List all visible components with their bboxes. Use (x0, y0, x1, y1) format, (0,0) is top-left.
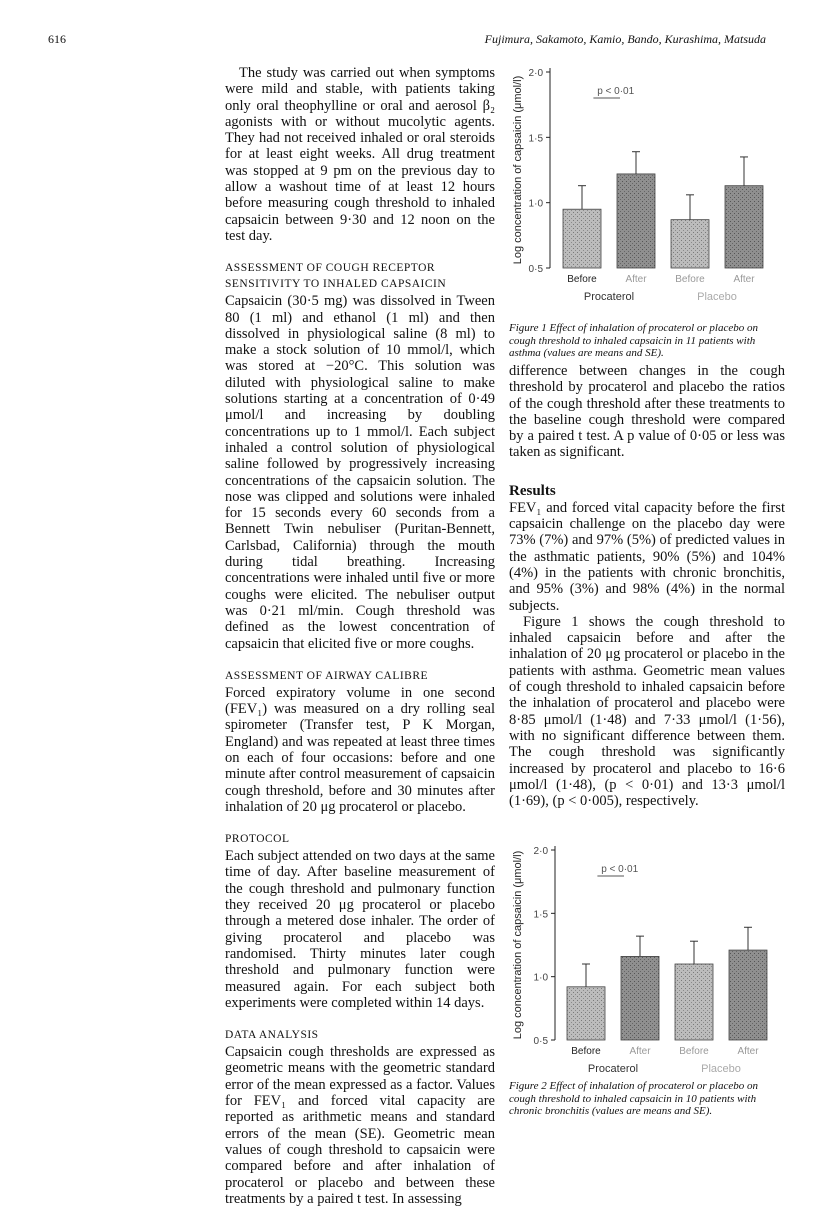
x-tick-label: After (629, 1046, 651, 1057)
results-paragraph-1: FEV₁ and forced vital capacity before the first capsaicin challenge on the placebo day were 73% (7%) and 97% (5%) of predicted values in the asthmatic patients, 90% (5%) and 104% (4%) in the patients with chronic bronchitis, and 95% (3%) and 98% (4%) in the normal subjects. (509, 499, 785, 614)
bar (621, 956, 659, 1040)
x-tick-label: Before (679, 1046, 709, 1057)
analysis-heading: DATA ANALYSIS (225, 1029, 319, 1042)
y-axis-label: Log concentration of capsaicin (μmol/l) (512, 75, 524, 265)
running-head: Fujimura, Sakamoto, Kamio, Bando, Kurashima, Matsuda (484, 32, 766, 46)
bar (567, 987, 605, 1040)
y-tick-label: 2·0 (528, 68, 543, 79)
y-tick-label: 1·5 (533, 909, 548, 921)
y-tick-label: 0·5 (533, 1036, 548, 1047)
results-paragraph-2: Figure 1 shows the cough threshold to inhaled capsaicin before and after the inhalation of 20 μg procaterol or placebo in the patients with asthma. Geometric mean values of cough threshold to inhaled capsaicin before the inhalation of procaterol and placebo were 8·85 μmol/l (1·48) and 7·33 μmol/l (1·56), with no significant difference between them. The cough threshold was significantly increased by procaterol and placebo to 16·6 μmol/l (1·48), (p < 0·01) and 13·3 μmol/l (1·69), (p < 0·005), respectively. (509, 613, 785, 810)
figure-2-caption-text: Effect of inhalation of procaterol or placebo on cough threshold to inhaled capsaicin in 10 patients with chronic bronchitis (values are means and SE). (509, 1080, 758, 1117)
p-value-annotation: p < 0·01 (601, 864, 639, 875)
bar (675, 964, 713, 1040)
x-tick-label: Before (571, 1046, 601, 1057)
group-label: Procaterol (587, 1063, 639, 1075)
intro-paragraph: The study was carried out when symptoms were mild and stable, with patients taking only oral theophylline or oral and aerosol β₂ agonists with or without mucolytic agents. They had not received inhaled or oral steroids for at least eight weeks. All drug treatment was stopped at 9 pm on the previous day to allow a washout time of at least 12 hours before measuring cough threshold to inhaled capsaicin between 9·30 and 12 noon on the test day. (225, 65, 495, 244)
figure-2-label: Figure 2 (509, 1080, 547, 1092)
left-column (225, 65, 495, 1207)
figure-1-caption-text: Effect of inhalation of procaterol or placebo on cough threshold to inhaled capsaicin in 11 patients with asthma (values are means and SE). (509, 322, 758, 359)
bar (725, 186, 763, 268)
y-tick-label: 1·5 (528, 133, 543, 145)
airway-paragraph: Forced expiratory volume in one second (FEV₁) was measured on a dry rolling seal spirometer (Transfer test, P K Morgan, England) and was repeated at least three times on each of four occasions: before and one minute after control measurement of capsaicin cough threshold, before and 30 minutes after inhalation of 20 μg procaterol or placebo. (225, 684, 495, 815)
group-label: Placebo (697, 291, 737, 303)
group-label: Placebo (701, 1063, 741, 1075)
cough-paragraph: Capsaicin (30·5 mg) was dissolved in Tween 80 (1 ml) and ethanol (1 ml) and then dissolved in physiological saline (8 ml) to make a stock solution of 10 mmol/l, which was stored at −20°C. This solution was diluted with physiological saline to make solutions starting at a concentration of 0·49 μmol/l and increasing by doubling concentrations up to 1 mmol/l. Each subject inhaled a control solution of physiological saline followed by progressively increasing concentrations of the capsaicin solution. The nose was clipped and solutions were inhaled for 15 seconds every 60 seconds from a Bennett Twin nebuliser (Puritan-Bennett, Carlsbad, California) through the mouth during tidal breathing. Increasing concentrations were inhaled until five or more coughs were elicited. The nebuliser output was 0·21 ml/min. Cough threshold was defined as the lowest concentration of capsaicin that elicited five or more coughs. (225, 293, 495, 652)
y-tick-label: 0·5 (528, 264, 543, 275)
y-axis-label: Log concentration of capsaicin (μmol/l) (512, 850, 524, 1040)
analysis-paragraph: Capsaicin cough thresholds are expressed as geometric means with the geometric standard error of the mean expressed as a factor. Values for FEV₁ and forced vital capacity are reported as arithmetic means and standard errors of the mean (SE). Geometric mean values of cough threshold to capsaicin were compared before and after inhalation of procaterol or placebo and between these treatments by a paired t test. In assessing (225, 1044, 495, 1207)
x-tick-label: After (625, 274, 647, 285)
figure-1-caption (509, 322, 779, 360)
continuation-paragraph: difference between changes in the cough threshold by procaterol and placebo the ratios of the cough threshold after these treatments to the baseline cough threshold were compared by a paired t test. A p value of 0·05 or less was taken as significant. (509, 363, 785, 461)
right-column (509, 363, 785, 809)
cough-heading-line-2: SENSITIVITY TO INHALED CAPSAICIN (225, 278, 447, 291)
x-tick-label: Before (675, 274, 705, 285)
y-tick-label: 1·0 (528, 198, 543, 210)
bar (671, 220, 709, 268)
airway-heading: ASSESSMENT OF AIRWAY CALIBRE (225, 669, 429, 682)
group-label: Procaterol (583, 291, 635, 303)
bar (729, 950, 767, 1040)
bar (617, 174, 655, 268)
figure-2-chart (505, 840, 795, 1080)
results-heading: Results (509, 482, 556, 499)
figure-1-chart (505, 60, 795, 315)
protocol-heading: PROTOCOL (225, 833, 290, 846)
figure-1-label: Figure 1 (509, 322, 547, 334)
protocol-paragraph: Each subject attended on two days at the same time of day. After baseline measurement of the cough threshold and pulmonary function they received 20 μg procaterol or placebo through a metered dose inhaler. The order of giving procaterol and placebo was randomised. Thirty minutes later cough threshold and pulmonary function were measured again. For each subject both experiments were completed within 14 days. (225, 848, 495, 1011)
y-tick-label: 1·0 (533, 972, 548, 984)
x-tick-label: Before (567, 274, 597, 285)
x-tick-label: After (737, 1046, 759, 1057)
p-value-annotation: p < 0·01 (597, 86, 635, 97)
bar (563, 209, 601, 268)
x-tick-label: After (733, 274, 755, 285)
page-number: 616 (48, 32, 66, 46)
y-tick-label: 2·0 (533, 846, 548, 857)
cough-heading-line-1: ASSESSMENT OF COUGH RECEPTOR (225, 262, 436, 275)
figure-2-caption (509, 1080, 779, 1118)
